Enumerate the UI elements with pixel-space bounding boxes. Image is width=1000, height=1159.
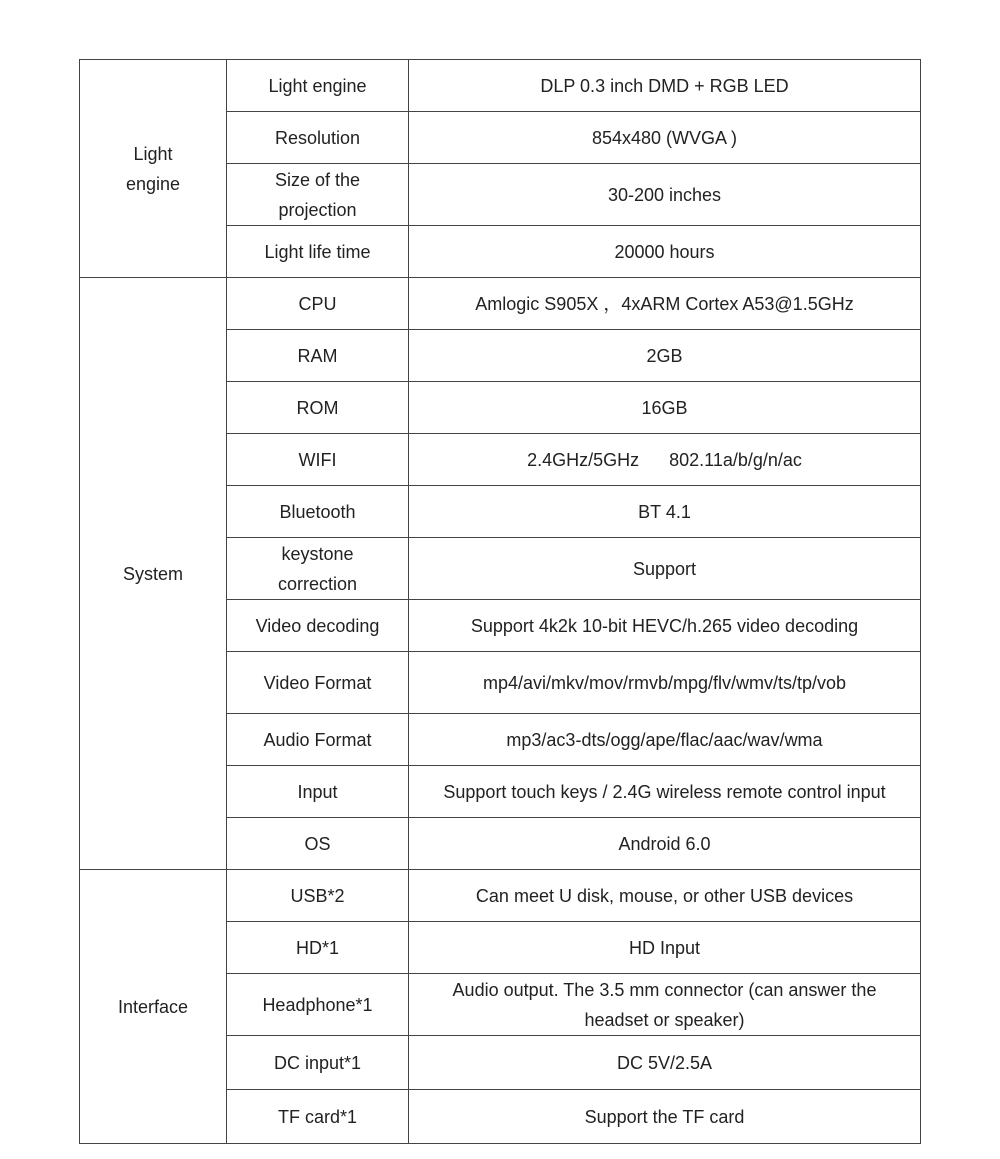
spec-label: TF card*1 (227, 1090, 409, 1144)
spec-value: HD Input (409, 922, 921, 974)
spec-value: Audio output. The 3.5 mm connector (can answer the headset or speaker) (409, 974, 921, 1036)
spec-label: DC input*1 (227, 1036, 409, 1090)
section-interface (80, 870, 227, 1144)
spec-label: RAM (227, 330, 409, 382)
spec-label: Video decoding (227, 600, 409, 652)
spec-label: WIFI (227, 434, 409, 486)
spec-value: Android 6.0 (409, 818, 921, 870)
spec-label: Video Format (227, 652, 409, 714)
spec-label: HD*1 (227, 922, 409, 974)
spec-value: Support 4k2k 10-bit HEVC/h.265 video decoding (409, 600, 921, 652)
spec-label: ROM (227, 382, 409, 434)
section-title: Interface (117, 996, 189, 1017)
spec-value: 30-200 inches (409, 164, 921, 226)
spec-label: Audio Format (227, 714, 409, 766)
spec-value: mp4/avi/mkv/mov/rmvb/mpg/flv/wmv/ts/tp/vob (409, 652, 921, 714)
spec-value: 16GB (409, 382, 921, 434)
spec-value: Amlogic S905X ，4xARM Cortex A53@1.5GHz (409, 278, 921, 330)
spec-label: Headphone*1 (227, 974, 409, 1036)
spec-table (79, 59, 921, 1144)
section-title: System (122, 563, 183, 584)
spec-value: 2GB (409, 330, 921, 382)
spec-value: mp3/ac3-dts/ogg/ape/flac/aac/wav/wma (409, 714, 921, 766)
table-row (80, 870, 921, 922)
spec-label: Light life time (227, 226, 409, 278)
section-light-engine (80, 60, 227, 278)
spec-value: 20000 hours (409, 226, 921, 278)
table-row (80, 278, 921, 330)
spec-value: Support touch keys / 2.4G wireless remote control input (409, 766, 921, 818)
spec-value: Support the TF card (409, 1090, 921, 1144)
spec-value: Support (409, 538, 921, 600)
spec-label: USB*2 (227, 870, 409, 922)
section-system (80, 278, 227, 870)
spec-label: Light engine (227, 60, 409, 112)
spec-table-body (80, 60, 921, 1144)
spec-label: Input (227, 766, 409, 818)
table-row (80, 60, 921, 112)
spec-value: DLP 0.3 inch DMD + RGB LED (409, 60, 921, 112)
spec-value: DC 5V/2.5A (409, 1036, 921, 1090)
section-title: Light engine (125, 143, 181, 194)
spec-value: BT 4.1 (409, 486, 921, 538)
spec-label: keystone correction (227, 538, 409, 600)
spec-label: CPU (227, 278, 409, 330)
spec-label: Size of the projection (227, 164, 409, 226)
spec-value: 2.4GHz/5GHz 802.11a/b/g/n/ac (409, 434, 921, 486)
spec-label: OS (227, 818, 409, 870)
spec-value: Can meet U disk, mouse, or other USB devices (409, 870, 921, 922)
spec-label: Bluetooth (227, 486, 409, 538)
spec-value: 854x480 (WVGA ) (409, 112, 921, 164)
spec-label: Resolution (227, 112, 409, 164)
